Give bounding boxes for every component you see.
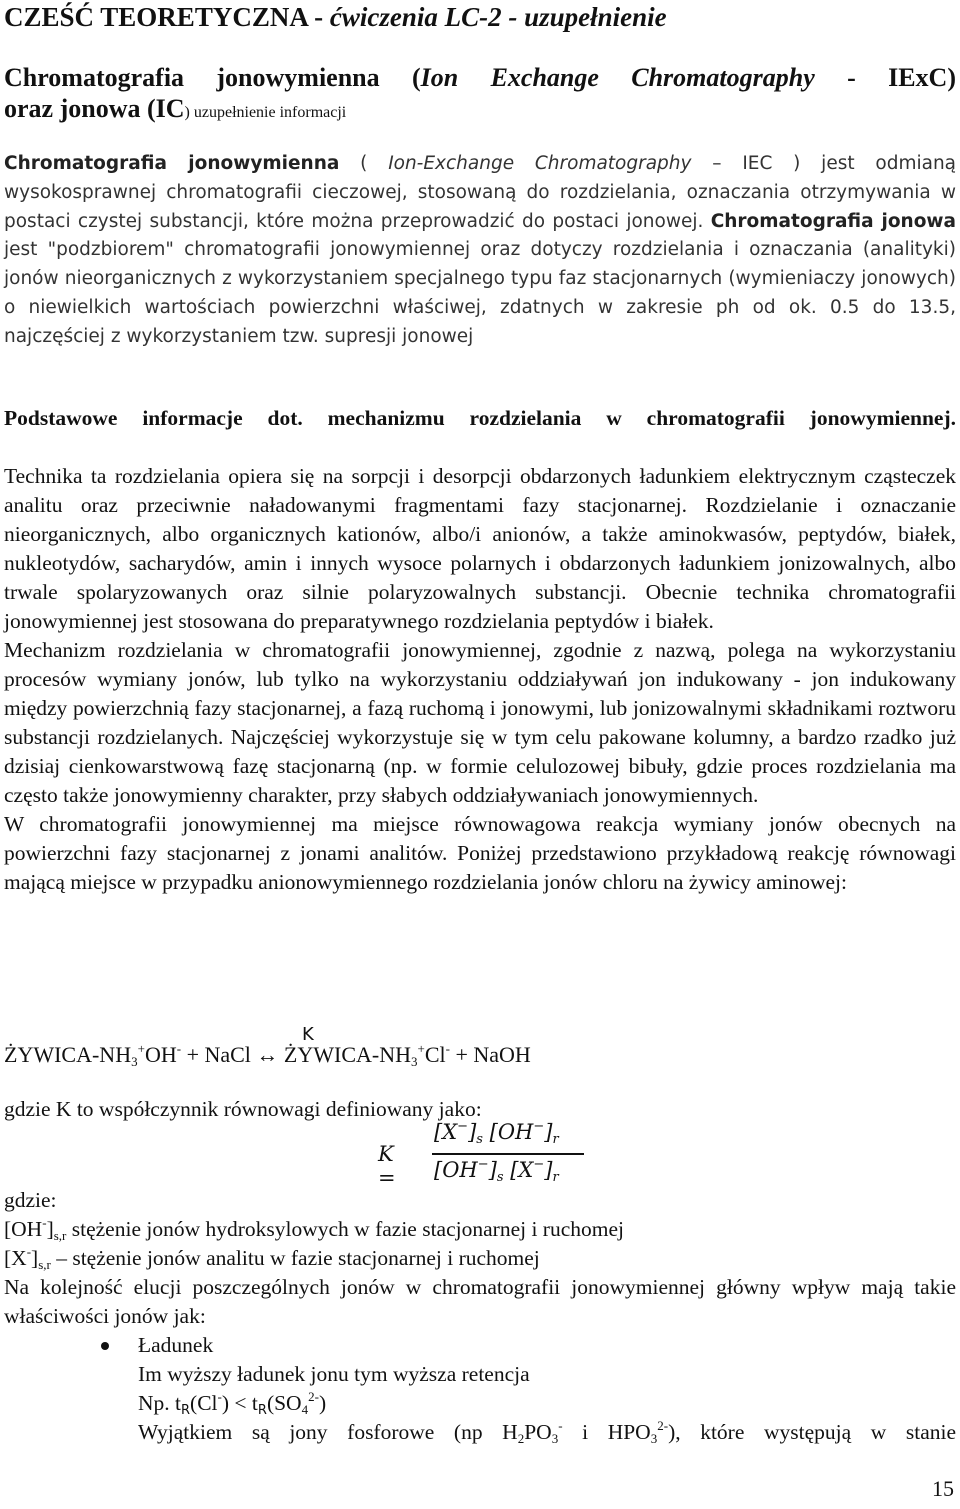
sup: -	[26, 1244, 32, 1259]
sub: R	[257, 1403, 267, 1418]
text: [OH	[489, 1120, 534, 1144]
sup: -	[42, 1215, 47, 1230]
term-en: Ion-Exchange Chromatography	[388, 153, 692, 174]
formula-lhs: K =	[378, 1142, 396, 1190]
paragraph: Technika ta rozdzielania opiera się na sorpcji i desorpcji obdarzonych ładunkiem elektrycznym cząsteczek analitu oraz przeciwnie naładowanymi fragmentami fazy stacjonarnej. Rozdzielanie i oznaczanie nieorganicznych, albo organicznych kationów, albo/i anionów, a także aminokwasów, peptydów, białek, nukleotydów, sacharydów, amin i innych wysoce polarnych i obdarzonych ładunkiem jonizowalnych, albo trwale spolaryzowanych oraz silnie polaryzowalnych substancji. Obecnie technika chromatografii jonowymiennej jest stosowana do preparatywnego rozdzielania peptydów i białek.	[4, 464, 956, 633]
subheading-text: oraz jonowa (IC	[4, 94, 185, 123]
paragraph: Na kolejność elucji poszczególnych jonów w chromatografii jonowymiennej główny wpływ mają takie właściwości jonów jak:	[4, 1275, 956, 1328]
definition-oh: $[OH^-]_{s,r}$ stężenie jonów hydroksylowych w fazie stacjonarnej i ruchomej	[4, 1215, 624, 1243]
sup: -	[445, 1041, 450, 1056]
formula-numerator: $[X^-]_s$ $[OH^-]_r$	[434, 1119, 559, 1147]
term: Chromatografia jonowymienna	[4, 153, 340, 174]
sup: −	[477, 1157, 489, 1172]
sub: R	[181, 1403, 191, 1418]
sup: -	[217, 1389, 222, 1404]
bullet-icon	[101, 1342, 109, 1350]
page-title	[4, 2, 956, 33]
subheading-line1	[4, 62, 956, 93]
fraction-bar	[432, 1153, 584, 1155]
sub: 3	[131, 1054, 138, 1069]
text: – stężenie jonów analitu w fazie stacjonarnej i ruchomej	[50, 1246, 540, 1270]
text: i HPO	[562, 1420, 651, 1444]
sup: −	[457, 1119, 469, 1134]
sub: r	[552, 1170, 559, 1185]
text: (	[339, 153, 389, 174]
paragraph: W chromatografii jonowymiennej ma miejsce równowagowa reakcja wymiany jonów obecnych na powierzchni fazy stacjonarnej z jonami analitów. Poniżej przedstawiono przykładową reakcję równowagi mającą miejsce w przypadku anionowymiennego rozdzielania jonów chloru na żywicy aminowej:	[4, 812, 956, 894]
text: stężenie jonów hydroksylowych w fazie stacjonarnej i ruchomej	[66, 1217, 624, 1241]
list-exception	[4, 1418, 956, 1447]
section-heading	[4, 62, 956, 128]
text: OH	[144, 1042, 177, 1067]
subheading-small: ) uzupełnienie informacji	[184, 104, 347, 121]
formula-denominator: $[OH^-]_s$ $[X^-]_r$	[434, 1157, 559, 1185]
text: [OH	[4, 1217, 43, 1241]
text: [X	[4, 1246, 27, 1270]
list-item-label: Ładunek	[138, 1333, 214, 1357]
reaction-line	[4, 1040, 531, 1069]
mechanism-section	[4, 462, 956, 897]
sup: 2-	[657, 1418, 669, 1433]
definitions	[4, 1186, 956, 1447]
subheading-text: Chromatografia jonowymienna (	[4, 63, 421, 92]
subsection-heading: Podstawowe informacje dot. mechanizmu rozdzielania w chromatografii jonowymiennej.	[4, 406, 956, 430]
text: – IEC ) jest odmianą wysokosprawnej chromatografii cieczowej, stosowaną do rozdzielania, oznaczania otrzymywania w postaci czystej substancji, które można przeprowadzić do postaci jonowej.	[4, 153, 957, 232]
title-italic: ćwiczenia LC-2 - uzupełnienie	[329, 2, 667, 32]
subheading-italic: Ion Exchange Chromatography	[420, 63, 815, 92]
page-number: 15	[932, 1476, 954, 1501]
definition-x: $[X^-]_{s,r}$ – stężenie jonów analitu w fazie stacjonarnej i ruchomej	[4, 1244, 540, 1272]
text: ), które występują w stanie	[668, 1420, 957, 1444]
sup: 2-	[308, 1389, 319, 1404]
sub: s	[496, 1170, 504, 1185]
sub: r	[552, 1132, 559, 1147]
sub: 3	[551, 1431, 559, 1446]
sup: −	[533, 1119, 545, 1134]
sup: −	[533, 1157, 545, 1172]
sub: s,r	[38, 1257, 51, 1272]
sup: -	[176, 1041, 182, 1056]
sub: 3	[411, 1054, 418, 1069]
text: [X	[510, 1158, 534, 1182]
text: (SO	[266, 1391, 302, 1415]
text: [X	[434, 1120, 458, 1144]
list-text: Im wyższy ładunek jonu tym wyższa retencja	[138, 1362, 530, 1386]
text: ŻYWICA-NH	[4, 1042, 132, 1067]
text: + NaCl ↔ ŻYWICA-NH	[181, 1042, 411, 1067]
sub: s	[476, 1132, 483, 1147]
text: Wyjątkiem są jony fosforowe (np H	[138, 1420, 518, 1444]
intro-paragraph	[4, 150, 956, 352]
text: Np. t	[138, 1391, 181, 1415]
sub: 2	[517, 1431, 525, 1446]
text: [OH	[434, 1158, 478, 1182]
sup: -	[558, 1418, 563, 1433]
sub: s,r	[53, 1228, 67, 1243]
equilibrium-intro: gdzie K to współczynnik równowagi definiowany jako:	[4, 1097, 482, 1121]
text: + NaOH	[449, 1042, 531, 1067]
title-prefix: CZEŚĆ TEORETYCZNA -	[4, 2, 330, 32]
text: jest "podzbiorem" chromatografii jonowymiennej oraz dotyczy rozdzielania i oznaczania (analityki) jonów nieorganicznych z wykorzystaniem specjalnego typu faz stacjonarnych (wymieniaczy jonowych) o niewielkich wartościach powierzchni właściwej, zdatnych w zakresie ph od ok. 0.5 do 13.5, najczęściej z wykorzystaniem tzw. supresji jonowej	[4, 239, 956, 347]
subheading-line2	[4, 93, 956, 128]
list-item	[4, 1331, 956, 1447]
sub: 3	[650, 1431, 658, 1446]
k-label: K	[302, 1024, 314, 1045]
where-label: gdzie:	[4, 1188, 57, 1212]
text: PO	[524, 1420, 552, 1444]
subheading-text: - IExC)	[814, 63, 956, 92]
text: Cl	[424, 1042, 446, 1067]
text: )	[318, 1391, 327, 1415]
sup: +	[137, 1041, 145, 1056]
sub: 4	[301, 1402, 309, 1417]
text: ) < t	[221, 1391, 258, 1415]
paragraph: Mechanizm rozdzielania w chromatografii jonowymiennej, zgodnie z nazwą, polega na wykorzystaniu procesów wymiany jonów, lub tylko na wykorzystaniu oddziaływań jon indukowany - jon indukowany między powierzchnią fazy stacjonarnej, a fazą ruchomą i jonowymi, lub jonizowalnymi składnikami roztworu substancji rozdzielanych. Najczęściej wykorzystuje się w tym celu pakowane kolumny, a bardzo rzadko już dzisiaj cienkowarstwową fazę stacjonarną (np. w formie celulozowej bibuły, gdzie proces rozdzielania ma często także jonowymienny charakter, przy słabych oddziaływaniach jonowymiennych.	[4, 638, 956, 807]
list-example	[4, 1389, 956, 1418]
text: (Cl	[190, 1391, 218, 1415]
sup: +	[417, 1041, 425, 1056]
term: Chromatografia jonowa	[710, 210, 957, 232]
